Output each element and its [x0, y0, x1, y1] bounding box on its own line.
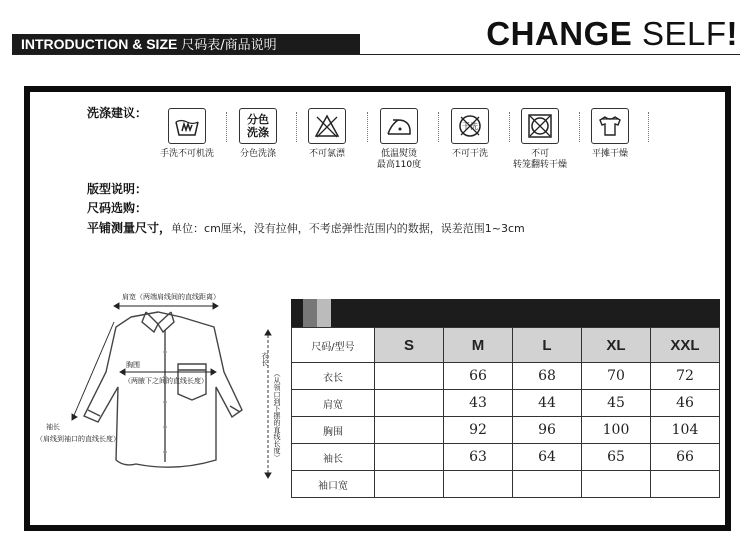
- row-label: 胸围: [292, 417, 375, 444]
- size-select-label: 尺码选购：: [87, 201, 148, 215]
- section-title-en: INTRODUCTION & SIZE: [21, 36, 182, 52]
- care-caption: 平摊干燥: [591, 149, 628, 159]
- table-cell: [651, 471, 720, 498]
- separate-wash-text-1: 分色: [247, 113, 269, 126]
- dry-clean-text: 干洗: [462, 122, 478, 131]
- table-cell: [582, 471, 651, 498]
- sleeve-label: 袖长: [46, 423, 60, 431]
- row-label: 肩宽: [292, 390, 375, 417]
- hand-wash-icon: [168, 108, 206, 144]
- care-label: 洗涤建议：: [87, 106, 148, 120]
- care-caption: 低温熨烫: [380, 149, 417, 159]
- care-caption: 不可氯漂: [308, 149, 345, 159]
- table-cell: 65: [582, 444, 651, 471]
- table-cell: 104: [651, 417, 720, 444]
- care-item-hand-wash: [148, 108, 226, 176]
- table-cell: 92: [444, 417, 513, 444]
- shirt-measure-diagram: [36, 282, 286, 492]
- header-block: [303, 299, 317, 327]
- table-row: [292, 444, 720, 471]
- shoulder-width-label: 肩宽（两端肩线间的直线距离）: [122, 293, 220, 301]
- separate-wash-icon: [239, 108, 277, 144]
- size-chart-header-bar: [291, 299, 720, 327]
- table-cell: 44: [513, 390, 582, 417]
- size-col-header: L: [513, 328, 582, 363]
- size-col-header: M: [444, 328, 513, 363]
- chest-label: 胸围: [126, 361, 140, 369]
- table-cell: [375, 390, 444, 417]
- row-label: 袖口宽: [292, 471, 375, 498]
- table-cell: 63: [444, 444, 513, 471]
- section-title-tab: [12, 34, 360, 54]
- care-caption-block: [501, 149, 579, 171]
- care-item-no-dry-clean: [431, 108, 509, 176]
- table-cell: 70: [582, 363, 651, 390]
- table-cell: 43: [444, 390, 513, 417]
- product-info-frame: [24, 86, 731, 531]
- header-divider: [12, 54, 740, 55]
- no-bleach-icon: [308, 108, 346, 144]
- fit-label: 版型说明：: [87, 182, 148, 196]
- separate-wash-text-2: 洗涤: [247, 126, 269, 139]
- table-cell: 100: [582, 417, 651, 444]
- care-caption-block: [360, 149, 438, 171]
- brand-word-bold: CHANGE: [486, 15, 633, 52]
- brand-logo: [486, 14, 738, 54]
- table-cell: [513, 471, 582, 498]
- size-col-header: XXL: [651, 328, 720, 363]
- table-cell: 66: [444, 363, 513, 390]
- measure-note: 单位：cm厘米，没有拉伸，不考虑弹性范围内的数据，误差范围1~3cm: [171, 222, 525, 235]
- table-cell: 66: [651, 444, 720, 471]
- row-label: 袖长: [292, 444, 375, 471]
- size-table: [291, 327, 720, 498]
- table-cell: [375, 363, 444, 390]
- care-item-low-iron: [360, 108, 438, 176]
- brand-word-light: SELF: [641, 15, 727, 52]
- measure-label: 平铺测量尺寸，: [87, 221, 172, 235]
- size-col-header: S: [375, 328, 444, 363]
- table-row: [292, 417, 720, 444]
- table-cell: [375, 471, 444, 498]
- care-separator: [648, 112, 649, 142]
- table-row: [292, 363, 720, 390]
- care-caption: 不可: [530, 149, 549, 159]
- size-col-header: XL: [582, 328, 651, 363]
- chest-note: （两腋下之间的直线长度）: [124, 377, 208, 385]
- size-header-row: [292, 328, 720, 363]
- corner-cell: 尺码/型号: [292, 328, 375, 363]
- care-caption-sub: 最高110度: [376, 160, 422, 170]
- no-tumble-dry-icon: [521, 108, 559, 144]
- row-label: 衣长: [292, 363, 375, 390]
- table-row: [292, 390, 720, 417]
- measure-line: [87, 219, 525, 236]
- header-block: [317, 299, 331, 327]
- care-item-no-tumble-dry: [501, 108, 579, 176]
- care-caption: 分色洗涤: [239, 149, 276, 159]
- size-chart: [291, 299, 720, 498]
- length-label: 衣长: [261, 352, 269, 366]
- table-cell: 68: [513, 363, 582, 390]
- table-cell: 72: [651, 363, 720, 390]
- care-caption: 手洗不可机洗: [159, 149, 214, 159]
- table-cell: 96: [513, 417, 582, 444]
- table-cell: [444, 471, 513, 498]
- brand-mark: !: [726, 15, 738, 52]
- length-note: （从领口到下摆的直线长度）: [273, 370, 281, 461]
- care-item-flat-dry: [571, 108, 649, 176]
- care-item-separate-wash: [219, 108, 297, 176]
- table-cell: [375, 417, 444, 444]
- shirt-outline-icon: [36, 282, 286, 492]
- care-item-no-bleach: [288, 108, 366, 176]
- flat-dry-icon: [591, 108, 629, 144]
- table-cell: 46: [651, 390, 720, 417]
- no-dry-clean-icon: [451, 108, 489, 144]
- low-iron-icon: [380, 108, 418, 144]
- sleeve-note: （肩线到袖口的直线长度）: [36, 435, 120, 443]
- section-title-cn: 尺码表/商品说明: [181, 38, 277, 53]
- table-cell: 45: [582, 390, 651, 417]
- table-cell: 64: [513, 444, 582, 471]
- care-caption: 不可干洗: [451, 149, 488, 159]
- table-row: [292, 471, 720, 498]
- table-cell: [375, 444, 444, 471]
- care-caption-sub: 转笼翻转干燥: [512, 160, 567, 170]
